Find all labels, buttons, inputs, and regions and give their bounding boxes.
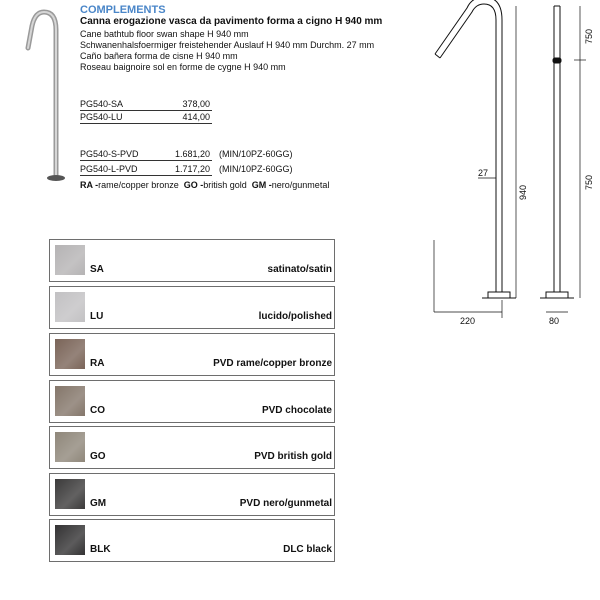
finish-chip bbox=[55, 432, 85, 462]
section-heading: COMPLEMENTS bbox=[80, 4, 166, 16]
dim-depth: 220 bbox=[460, 316, 476, 326]
price-value: 1.681,20 bbox=[174, 149, 210, 159]
finish-name: satinato/satin bbox=[267, 264, 332, 275]
price-code: PG540-L-PVD bbox=[80, 164, 138, 174]
technical-drawing bbox=[420, 0, 600, 340]
description-fr: Roseau baignoire sol en forme de cygne H 940 mm bbox=[80, 62, 286, 72]
finish-name: PVD chocolate bbox=[261, 405, 332, 416]
finish-chip bbox=[55, 339, 85, 369]
finish-code: SA bbox=[90, 264, 104, 275]
finish-chip bbox=[55, 386, 85, 416]
finish-code: RA bbox=[90, 358, 105, 369]
description-de: Schwanenhalsfoermiger freistehender Auslauf H 940 mm Durchm. 27 mm bbox=[80, 40, 375, 50]
legend-value: british gold bbox=[203, 180, 247, 190]
finish-code: BLK bbox=[90, 544, 111, 555]
finish-code: LU bbox=[90, 311, 104, 322]
legend-key: RA - bbox=[80, 180, 99, 190]
finish-code: CO bbox=[90, 405, 105, 416]
finish-swatch-ra bbox=[49, 333, 335, 376]
price-code: PG540-S-PVD bbox=[80, 149, 139, 159]
divider bbox=[80, 110, 212, 111]
finish-code: GM bbox=[90, 498, 107, 509]
finish-chip bbox=[55, 479, 85, 509]
divider bbox=[80, 123, 212, 124]
finish-name: lucido/polished bbox=[258, 311, 332, 322]
front-view bbox=[540, 6, 574, 298]
price-note: (MIN/10PZ-60GG) bbox=[219, 164, 293, 174]
legend-value: rame/copper bronze bbox=[98, 180, 179, 190]
finish-name: DLC black bbox=[283, 544, 332, 555]
finish-name: PVD nero/gunmetal bbox=[239, 498, 332, 509]
finish-swatch-co bbox=[49, 380, 335, 423]
price-note: (MIN/10PZ-60GG) bbox=[219, 149, 293, 159]
legend-key: GM - bbox=[251, 180, 272, 190]
finish-chip bbox=[55, 292, 85, 322]
description-en: Cane bathtub floor swan shape H 940 mm bbox=[80, 29, 249, 39]
dim-base: 80 bbox=[549, 316, 560, 326]
legend-key: GO - bbox=[183, 180, 204, 190]
price-value: 1.717,20 bbox=[174, 164, 210, 174]
finish-swatch-go bbox=[49, 426, 335, 469]
description-es: Caño bañera forma de cisne H 940 mm bbox=[80, 51, 238, 61]
finish-swatch-sa bbox=[49, 239, 335, 282]
price-value: 414,00 bbox=[182, 112, 210, 122]
dim-height-total: 940 bbox=[518, 184, 528, 200]
finish-chip bbox=[55, 245, 85, 275]
finish-name: PVD rame/copper bronze bbox=[213, 358, 332, 369]
finish-swatch-blk bbox=[49, 519, 335, 562]
finish-name: PVD british gold bbox=[254, 451, 332, 462]
color-legend bbox=[80, 180, 329, 190]
price-code: PG540-SA bbox=[80, 99, 124, 109]
divider bbox=[80, 175, 212, 176]
finish-swatch-gm bbox=[49, 473, 335, 516]
finish-code: GO bbox=[90, 451, 106, 462]
product-title: Canna erogazione vasca da pavimento forma a cigno H 940 mm bbox=[80, 16, 383, 27]
price-value: 378,00 bbox=[182, 99, 210, 109]
dim-diameter: 27 bbox=[478, 168, 489, 178]
legend-value: nero/gunmetal bbox=[271, 180, 330, 190]
side-view bbox=[435, 0, 600, 298]
price-code: PG540-LU bbox=[80, 112, 123, 122]
finish-chip bbox=[55, 525, 85, 555]
dim-height-upper: 750 bbox=[584, 28, 594, 44]
finish-swatch-lu bbox=[49, 286, 335, 329]
product-thumbnail bbox=[10, 0, 80, 190]
divider bbox=[80, 160, 212, 161]
dim-height-lower: 750 bbox=[584, 174, 594, 190]
